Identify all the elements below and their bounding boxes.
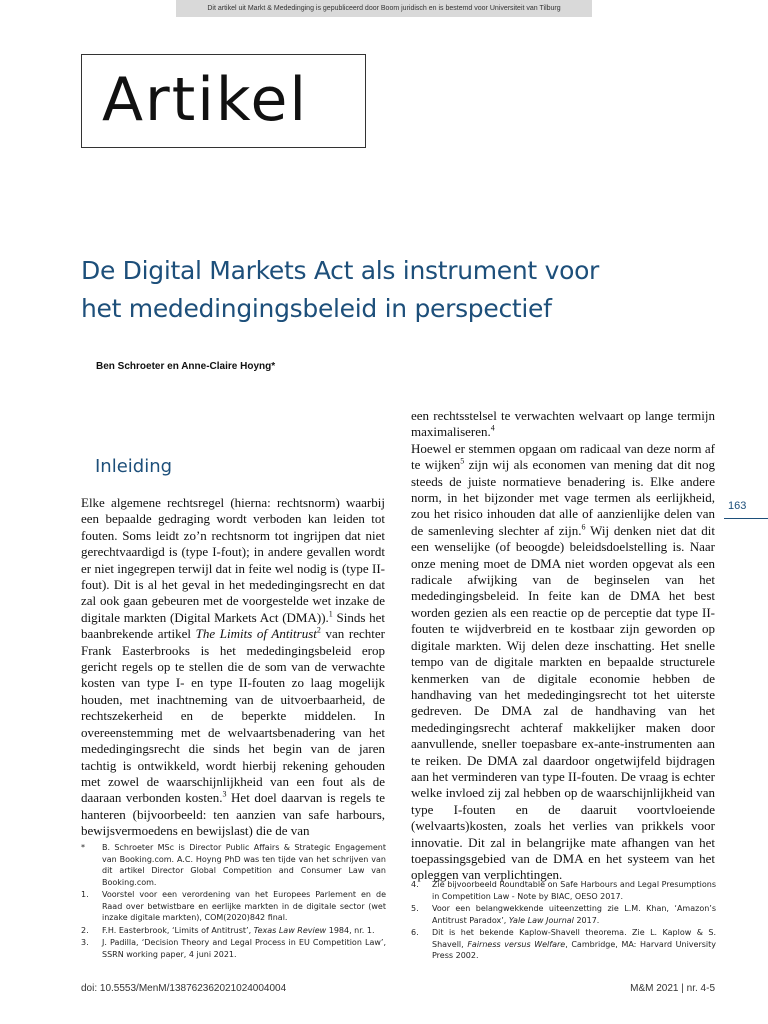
footnote-mark: 3.: [81, 938, 89, 947]
italic-title: The Limits of Antitrust: [195, 626, 317, 642]
paragraph: [81, 495, 385, 840]
footnote-ref[interactable]: 5: [460, 456, 465, 466]
italic-title: Fairness versus Welfare: [467, 939, 566, 949]
footnotes-right: [411, 879, 716, 963]
text-run: Wij denken niet dat dit een wenselijke (of beoogde) beleidsdoelstelling is. Naar onze mening moet de DMA niet worden opgevat als een radicale afwijking van de beginselen van het mededingingsbeleid. In feite kan de DMA het best worden gezien als een reactie op de perceptie dat type II-fouten te wijdverbreid en te kostbaar zijn geworden op digitale markten. Wij delen deze inschatting. Het snelle tempo van de digitale markten en bepaalde structurele kenmerken van de digitale economie hebben de handhaving van het mededingingsrecht tot het uiterste gedreven. De DMA zal de handhaving van het mededingingsrecht achteraf makkelijker maken door aanvullende, sneller toepasbare ex-ante-instrumenten aan te reiken. De DMA zal daardoor ongetwijfeld bijdragen aan het verminderen van type II-fouten. De vraag is echter welke invloed zij zal hebben op de waarschijnlijkheid van type I-fouten en de daaruit voortvloeiende (welvaarts)kosten, zoals het verlies van prikkels voor innovatie. Dit zal in belangrijke mate afhangen van het toepassingsgebied van de DMA en het systeem van het opleggen van verplichtingen.: [411, 522, 715, 883]
footnote: [81, 842, 386, 888]
footnote-text: [432, 903, 716, 926]
footnote: [411, 927, 716, 962]
italic-title: Yale Law Journal: [508, 915, 574, 925]
page-number: 163: [728, 500, 747, 512]
text-run: Het doel daarvan is regels te hanteren (bijvoorbeeld: ten aanzien van safe harbours, bewijsvermoedens en bewijslast) die de van: [81, 790, 385, 839]
doi-link[interactable]: doi: 10.5553/MenM/138762362021024004004: [81, 983, 287, 994]
footnote-ref[interactable]: 3: [222, 789, 227, 799]
journal-issue: M&M 2021 | nr. 4-5: [630, 983, 715, 994]
text-run: , Cambridge, MA: Harvard University Press 2002.: [432, 939, 717, 960]
text-run: Dit is het bekende Kaplow-Shavell theorema. Zie L. Kaplow & S. Shavell,: [432, 928, 716, 949]
text-run: Sinds het baanbrekende artikel: [81, 609, 385, 642]
footnote-mark: 6.: [411, 928, 419, 937]
footnote-ref[interactable]: 6: [581, 522, 586, 532]
paragraph: [411, 441, 715, 884]
footnote-mark: 1.: [81, 890, 89, 899]
body-column-left: [81, 495, 385, 840]
footnote-ref[interactable]: 2: [316, 625, 321, 635]
section-label: Artikel: [102, 65, 309, 135]
body-column-right: [411, 408, 715, 884]
footnote-ref[interactable]: 1: [328, 609, 333, 619]
footnote-text: Zie bijvoorbeeld Roundtable on Safe Harbours and Legal Presumptions in Competition Law - Note by BIAC, OESO 2017.: [432, 880, 716, 901]
article-title-line1: De Digital Markets Act als instrument voor: [81, 256, 600, 285]
text-run: F.H. Easterbrook, ‘Limits of Antitrust’,: [102, 925, 254, 935]
footnote-mark: 4.: [411, 880, 419, 889]
section-heading: Inleiding: [95, 456, 173, 477]
page-number-rule: [724, 518, 768, 519]
article-title-line2: het mededingingsbeleid in perspectief: [81, 294, 552, 323]
footnote-text: Voorstel voor een verordening van het Europees Parlement en de Raad over betwistbare en eerlijke markten in de digitale sector (wet inzake digitale markten), COM(2020)842 final.: [102, 890, 386, 922]
footnote-text: B. Schroeter MSc is Director Public Affairs & Strategic Engagement van Booking.com. A.C. Hoyng PhD was ten tijde van het schrijven van dit artikel Director Global Competition and Consumer Law van Booking.com.: [102, 843, 386, 887]
text-run: een rechtsstelsel te verwachten welvaart op lange termijn maximaliseren.: [411, 408, 715, 440]
footnote: [81, 937, 386, 960]
text-run: 2017.: [573, 915, 600, 925]
footnote-mark: 2.: [81, 925, 89, 935]
italic-title: Texas Law Review: [253, 925, 327, 935]
footnote-ref[interactable]: 4: [490, 424, 495, 434]
footnote-text: J. Padilla, ‘Decision Theory and Legal Process in EU Competition Law’, SSRN working paper, 4 juni 2021.: [102, 938, 386, 959]
article-authors: Ben Schroeter en Anne-Claire Hoyng*: [96, 361, 276, 372]
text-run: Voor een belangwekkende uiteenzetting zie L.M. Khan, ‘Amazon’s Antitrust Paradox’,: [432, 904, 716, 925]
text-run: van rechter Frank Easterbrooks is het mededingingsbeleid erop gericht regels op te stellen die de som van de verwachte kosten van type I- en type II-fouten zo laag mogelijk houden, met inachtneming van de uitvoerbaarheid, de rechtszekerheid en de beperkte middelen. In overeenstemming met de welvaartsbenadering van het mededingingsrecht die sinds het begin van de jaren tachtig is ontwikkeld, wordt hierbij rekening gehouden met zowel de waarschijnlijkheid van een fout als de daaraan verbonden kosten.: [81, 626, 385, 806]
text-run: Elke algemene rechtsregel (hierna: rechtsnorm) waarbij een bepaalde gedraging wordt verboden kan leiden tot fouten. Soms leidt zo’n rechtsnorm tot ingrijpen dat niet gerechtvaardigd is (type I-fout); in andere gevallen wordt er niet ingegrepen terwijl dat in feite wel nodig is (type II-fout). Dit is al het geval in het mededingingsrecht en dat zal ook gaan gebeuren met de voorgestelde wet inzake de digitale markten (Digital Markets Act (DMA)).: [81, 495, 385, 625]
footnote: [81, 925, 386, 937]
footnote: [411, 879, 716, 902]
footnote-mark: 5.: [411, 904, 419, 913]
text-run: Hoewel er stemmen opgaan om radicaal van deze norm af te wijken: [411, 440, 715, 473]
footnote: [81, 889, 386, 924]
access-banner: Dit artikel uit Markt & Mededinging is gepubliceerd door Boom juridisch en is bestemd voor Universiteit van Tilburg: [176, 0, 592, 17]
footnote-text: [102, 925, 386, 937]
text-run: 1984, nr. 1.: [326, 925, 375, 935]
text-run: zijn wij als economen van mening dat dit nog steeds de juiste normatieve benadering is. Elke andere norm, in het bijzonder met vage termen als eerlijkheid, zou het risico inhouden dat alle of aanzienlijke delen van de samenleving slechter af zijn.: [411, 457, 715, 538]
footnote-mark: *: [81, 843, 85, 852]
footnotes-left: [81, 842, 386, 961]
article-title: [81, 252, 721, 328]
footnote: [411, 903, 716, 926]
paragraph: [411, 408, 715, 441]
section-label-box: [81, 54, 366, 148]
footnote-text: [432, 927, 716, 962]
